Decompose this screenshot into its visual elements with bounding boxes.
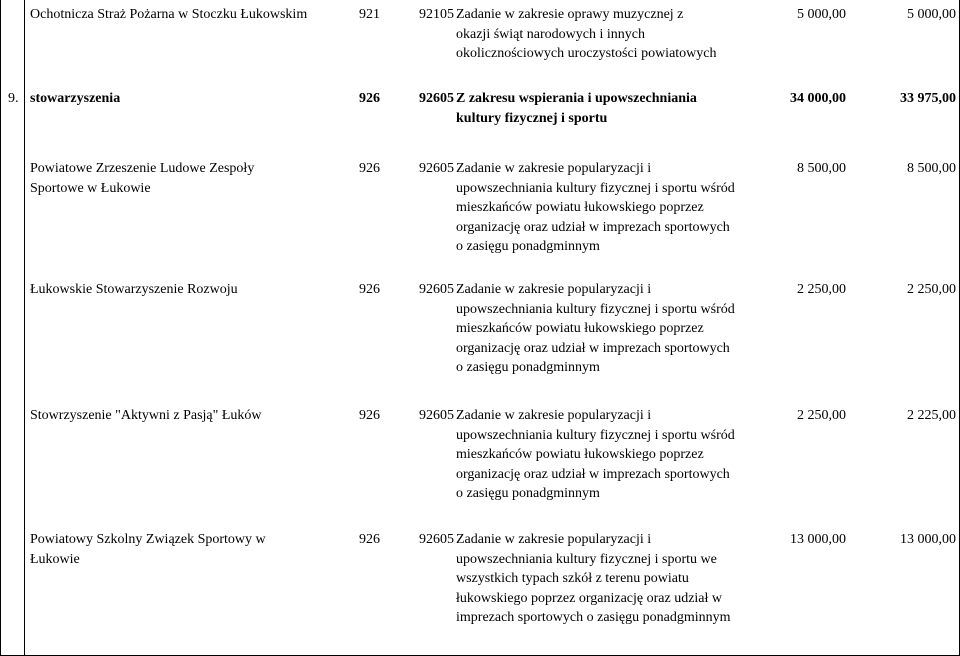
task-description: Zadanie w zakresie oprawy muzycznej z okazji świąt narodowych i innych okolicznościowych uroczystości powiatowych <box>456 7 717 61</box>
table-row <box>0 278 960 404</box>
rozdzial-code: 92605 <box>419 282 454 297</box>
dzial-code: 926 <box>359 282 380 297</box>
task-description: Zadanie w zakresie popularyzacji i upowszechniania kultury fizycznej i sportu wśród mieszkańców powiatu łukowskiego poprzez organizację oraz udział w imprezach sportowych o zasięgu ponadgminnym <box>456 161 735 254</box>
planned-amount: 8 500,00 <box>797 161 846 176</box>
task-description: Zadanie w zakresie popularyzacji i upowszechniania kultury fizycznej i sportu wśród mieszkańców powiatu łukowskiego poprzez organizację oraz udział w imprezach sportowych o zasięgu ponadgminnym <box>456 408 735 501</box>
table-row <box>0 86 960 152</box>
task-description: Z zakresu wspierania i upowszechniania kultury fizycznej i sportu <box>456 91 697 126</box>
row-index: 9. <box>8 91 19 106</box>
planned-amount: 34 000,00 <box>790 91 846 106</box>
dzial-code: 926 <box>359 91 380 106</box>
dzial-code: 926 <box>359 161 380 176</box>
org-name: Stowrzyszenie "Aktywni z Pasją" Łuków <box>30 408 262 423</box>
org-name: Powiatowy Szkolny Związek Sportowy w Łukowie <box>30 532 266 567</box>
planned-amount: 2 250,00 <box>797 282 846 297</box>
table-row <box>0 530 960 656</box>
planned-amount: 2 250,00 <box>797 408 846 423</box>
spent-amount: 2 250,00 <box>907 282 956 297</box>
task-description: Zadanie w zakresie popularyzacji i upowszechniania kultury fizycznej i sportu we wszystkich typach szkół z terenu powiatu łukowskiego poprzez organizację oraz udział w imprezach sportowych o zasięgu ponadgminnym <box>456 532 731 625</box>
dzial-code: 926 <box>359 408 380 423</box>
table-row <box>0 0 960 86</box>
task-description: Zadanie w zakresie popularyzacji i upowszechniania kultury fizycznej i sportu wśród mieszkańców powiatu łukowskiego poprzez organizację oraz udział w imprezach sportowych o zasięgu ponadgminnym <box>456 282 735 375</box>
spent-amount: 2 225,00 <box>907 408 956 423</box>
spent-amount: 33 975,00 <box>900 91 956 106</box>
rozdzial-code: 92605 <box>419 532 454 547</box>
rozdzial-code: 92105 <box>419 7 454 22</box>
rozdzial-code: 92605 <box>419 91 454 106</box>
table-row <box>0 152 960 278</box>
planned-amount: 5 000,00 <box>797 7 846 22</box>
dzial-code: 926 <box>359 532 380 547</box>
rozdzial-code: 92605 <box>419 161 454 176</box>
org-name: Ochotnicza Straż Pożarna w Stoczku Łukowskim <box>30 7 308 22</box>
rozdzial-code: 92605 <box>419 408 454 423</box>
dzial-code: 921 <box>359 7 380 22</box>
spent-amount: 13 000,00 <box>900 532 956 547</box>
planned-amount: 13 000,00 <box>790 532 846 547</box>
spent-amount: 8 500,00 <box>907 161 956 176</box>
org-name: Powiatowe Zrzeszenie Ludowe Zespoły Sportowe w Łukowie <box>30 161 255 196</box>
org-name: Łukowskie Stowarzyszenie Rozwoju <box>30 282 238 297</box>
table-row <box>0 404 960 530</box>
org-name: stowarzyszenia <box>30 91 121 106</box>
spent-amount: 5 000,00 <box>907 7 956 22</box>
